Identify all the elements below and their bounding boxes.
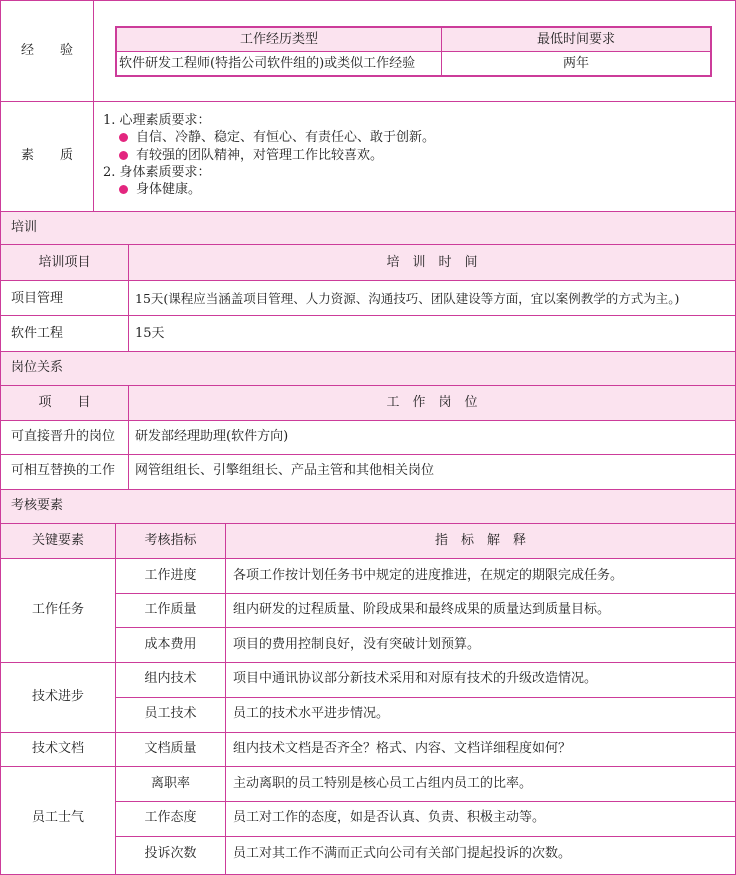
experience-col-time: 最低时间要求	[536, 32, 615, 47]
explain-2-1: 项目中通讯协议部分新技术采用和对原有技术的升级改造情况。	[233, 671, 598, 686]
assessment-section-title: 考核要素	[11, 498, 64, 513]
experience-time-value: 两年	[562, 56, 589, 71]
quality-bullet-1: 自信、冷静、稳定、有恒心、有责任心、敢于创新。	[119, 130, 435, 146]
assessment-col-index: 考核指标	[144, 533, 197, 548]
index-1-3: 成本费用	[144, 637, 197, 652]
assessment-col-explain: 指 标 解 释	[434, 533, 526, 548]
experience-table	[115, 26, 712, 77]
key-factor-2: 技术进步	[31, 689, 84, 704]
relations-row-1-item: 可直接晋升的岗位	[11, 429, 116, 444]
quality-line-1: 1. 心理素质要求：	[103, 113, 211, 128]
index-3-1: 文档质量	[144, 741, 197, 756]
experience-col-type: 工作经历类型	[239, 32, 318, 47]
relations-section-title: 岗位关系	[11, 360, 64, 375]
quality-bullet-2: 有较强的团队精神，对管理工作比较喜欢。	[119, 148, 383, 164]
explain-1-3: 项目的费用控制良好，没有突破计划预算。	[233, 637, 481, 652]
experience-type-value: 软件研发工程师(特指公司软件组的)或类似工作经验	[119, 56, 416, 71]
bullet-icon	[119, 185, 128, 194]
explain-4-3: 员工对其工作不满而正式向公司有关部门提起投诉的次数。	[233, 846, 572, 861]
bullet-icon	[119, 151, 128, 160]
relations-col-post: 工 作 岗 位	[386, 395, 478, 410]
training-row-2-time: 15天	[135, 326, 165, 341]
assessment-col-key: 关键要素	[31, 533, 84, 548]
index-1-1: 工作进度	[144, 568, 197, 583]
relations-col-item: 项 目	[38, 395, 91, 410]
index-2-2: 员工技术	[144, 706, 197, 721]
training-row-2-item: 软件工程	[11, 326, 64, 341]
quality-label: 素 质	[20, 148, 73, 163]
explain-4-2: 员工对工作的态度，如是否认真、负责、积极主动等。	[233, 810, 546, 825]
explain-3-1: 组内技术文档是否齐全？格式、内容、文档详细程度如何？	[233, 741, 572, 756]
relations-row-2-item: 可相互替换的工作	[11, 463, 116, 478]
key-factor-3: 技术文档	[31, 741, 84, 756]
quality-line-4: 2. 身体素质要求：	[103, 165, 211, 180]
explain-4-1: 主动离职的员工特别是核心员工占组内员工的比率。	[233, 776, 533, 791]
index-4-1: 离职率	[150, 776, 190, 791]
training-row-1-time: 15天(课程应当涵盖项目管理、人力资源、沟通技巧、团队建设等方面，宜以案例教学的方式为主。)	[135, 291, 680, 306]
training-col-item: 培训项目	[38, 255, 91, 270]
index-1-2: 工作质量	[144, 602, 197, 617]
key-factor-4: 员工士气	[31, 810, 84, 825]
explain-1-1: 各项工作按计划任务书中规定的进度推进，在规定的期限完成任务。	[233, 568, 624, 583]
index-4-3: 投诉次数	[144, 846, 197, 861]
quality-bullet-3: 身体健康。	[119, 182, 201, 198]
index-2-1: 组内技术	[144, 671, 197, 686]
training-col-time: 培 训 时 间	[386, 255, 478, 270]
relations-row-2-post: 网管组组长、引擎组组长、产品主管和其他相关岗位	[135, 463, 435, 478]
explain-2-2: 员工的技术水平进步情况。	[233, 706, 390, 721]
bullet-icon	[119, 133, 128, 142]
experience-label: 经 验	[20, 43, 73, 58]
index-4-2: 工作态度	[144, 810, 197, 825]
training-section-title: 培训	[11, 220, 38, 235]
training-row-1-item: 项目管理	[11, 291, 64, 306]
explain-1-2: 组内研发的过程质量、阶段成果和最终成果的质量达到质量目标。	[233, 602, 611, 617]
relations-row-1-post: 研发部经理助理(软件方向)	[135, 429, 289, 444]
key-factor-1: 工作任务	[31, 602, 84, 617]
